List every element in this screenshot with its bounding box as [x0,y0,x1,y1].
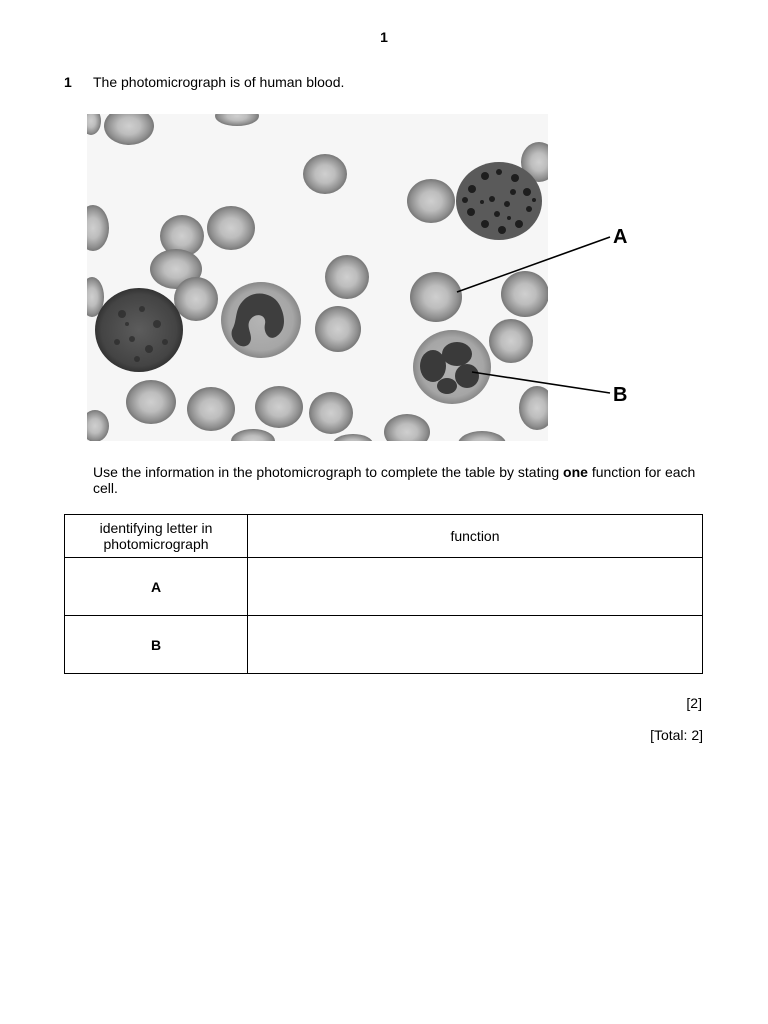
photomicrograph [87,114,647,444]
table-row [65,616,703,674]
row-letter-a: A [65,558,248,616]
answer-table [64,514,703,674]
answer-cell-b[interactable] [248,616,703,674]
question-number: 1 [64,74,72,90]
header-function-text: function [450,528,500,544]
table-row [65,558,703,616]
row-letter-b: B [65,616,248,674]
answer-cell-a[interactable] [248,558,703,616]
header-letter-text: identifying letter in photomicrograph [99,520,213,552]
page-number: 1 [380,29,388,45]
header-function [248,515,703,558]
neutrophil-center [221,282,301,358]
neutrophil-b [413,330,491,404]
blood-smear-image [87,114,557,444]
marks: [2] [686,695,702,711]
total-marks: [Total: 2] [650,727,703,743]
granular-cell [456,162,542,240]
question-stem: The photomicrograph is of human blood. [93,74,345,90]
instruction-before: Use the information in the photomicrograph to complete the table by stating [93,464,564,480]
instruction-after: function for each cell. [93,464,696,496]
header-letter [65,515,248,558]
table-header-row [65,515,703,558]
instruction-text [93,464,708,496]
label-b: B [613,384,628,406]
instruction-emphasis: one [563,464,588,480]
large-dark-cell [95,288,183,372]
label-a: A [613,226,628,248]
